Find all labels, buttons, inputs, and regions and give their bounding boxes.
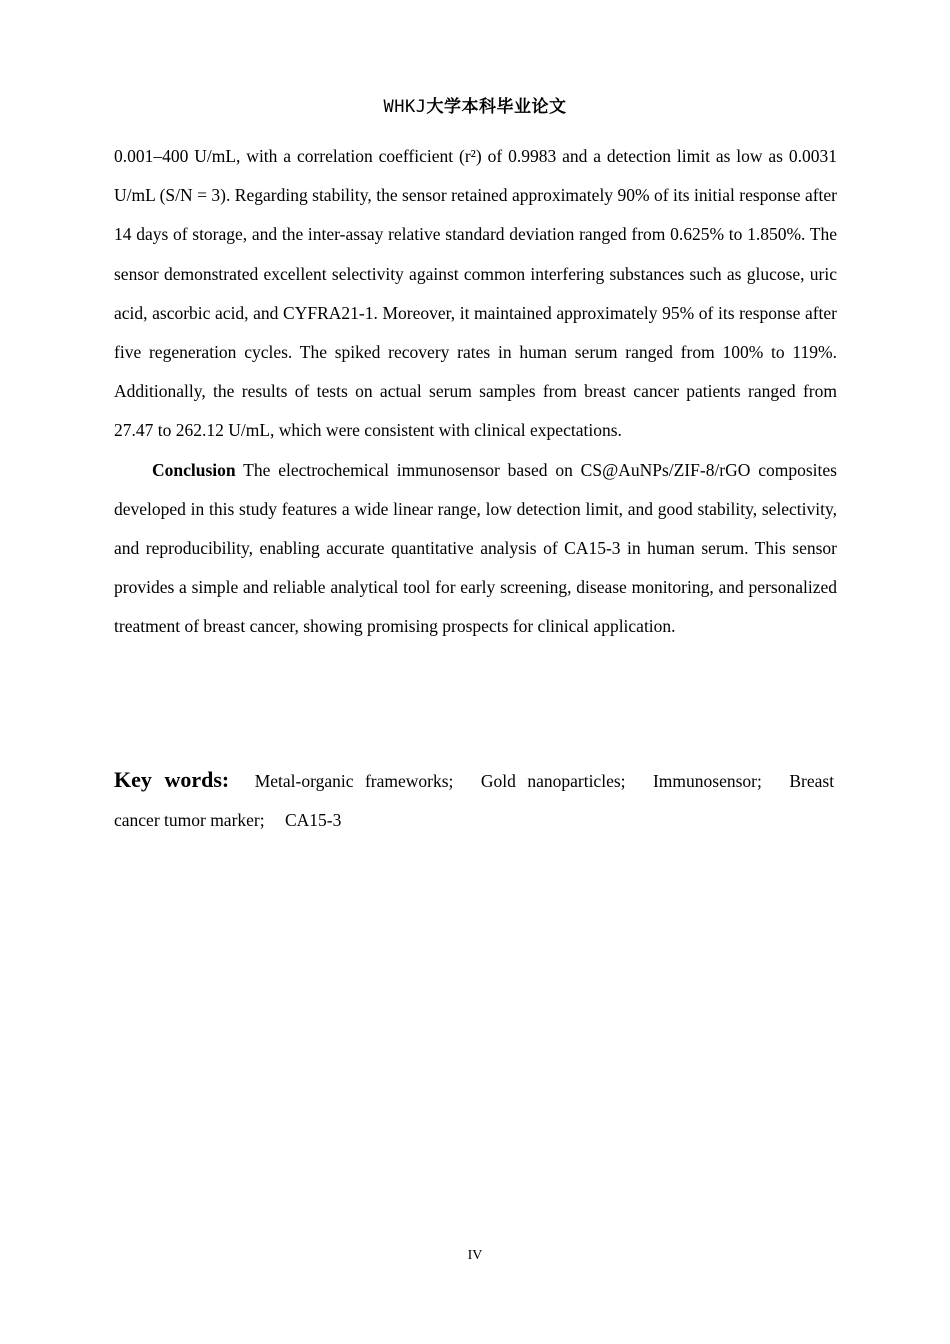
keyword-item: Breast cancer tumor marker;: [114, 771, 835, 830]
keyword-item: Gold nanoparticles;: [480, 771, 626, 791]
conclusion-label: Conclusion: [152, 459, 236, 480]
keyword-item: Immunosensor;: [652, 771, 762, 791]
conclusion-text: The electrochemical immunosensor based on CS@AuNPs/ZIF-8/rGO composites developed in this study features a wide linear range, low detection limit, and good stability, selectivity, and reproducibility, enabling accurate quantitative analysis of CA15-3 in human serum. This sensor provides a simple and reliable analytical tool for early screening, disease monitoring, and personalized treatment of breast cancer, showing promising prospects for clinical application.: [114, 459, 837, 637]
page-header: [0, 94, 950, 120]
conclusion-paragraph: [114, 451, 837, 647]
results-paragraph: 0.001–400 U/mL, with a correlation coefficient (r²) of 0.9983 and a detection limit as low as 0.0031 U/mL (S/N = 3). Regarding stability, the sensor retained approximately 90% of its initial response after 14 days of storage, and the inter-assay relative standard deviation ranged from 0.625% to 1.850%. The sensor demonstrated excellent selectivity against common interfering substances such as glucose, uric acid, ascorbic acid, and CYFRA21-1. Moreover, it maintained approximately 95% of its response after five regeneration cycles. The spiked recovery rates in human serum ranged from 100% to 119%. Additionally, the results of tests on actual serum samples from breast cancer patients ranged from 27.47 to 262.12 U/mL, which were consistent with clinical expectations.: [114, 146, 837, 441]
header-title: 大学本科毕业论文: [426, 97, 567, 117]
keyword-item: Metal-organic frameworks;: [254, 771, 454, 791]
page-number: IV: [467, 1248, 483, 1263]
keywords-section: [114, 760, 834, 840]
keywords-label: Key words:: [114, 767, 230, 792]
header-school-code: WHKJ: [383, 97, 427, 117]
keyword-item: CA15-3: [285, 810, 342, 830]
abstract-body: [114, 137, 837, 647]
